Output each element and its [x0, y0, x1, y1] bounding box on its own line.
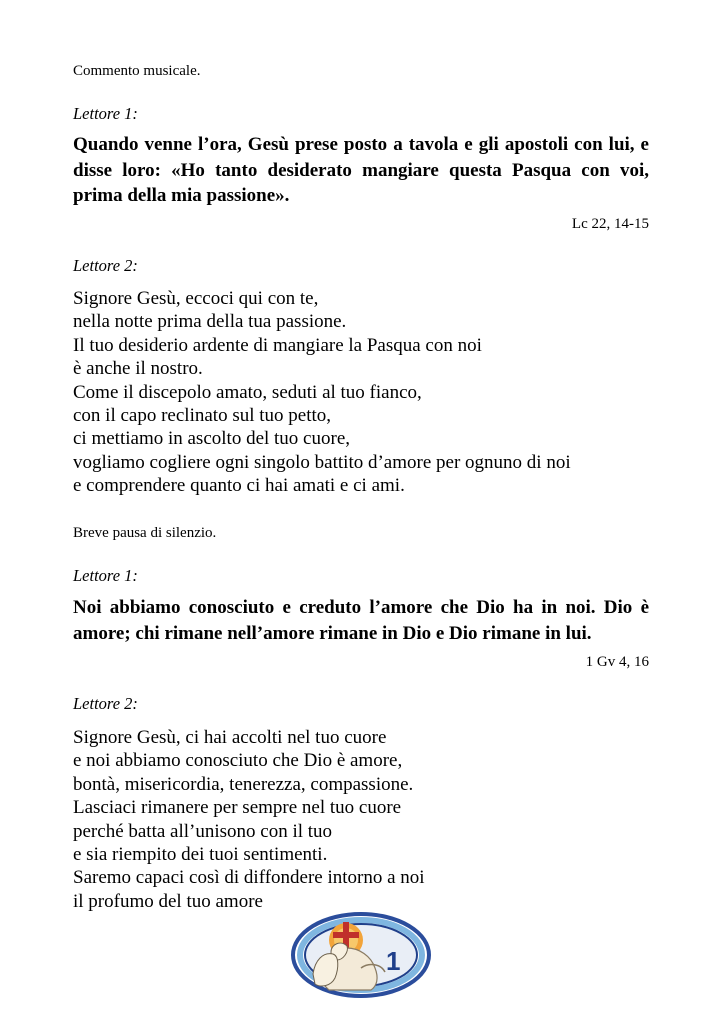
prayer-line: Come il discepolo amato, seduti al tuo fianco,	[73, 381, 422, 403]
rubric-silence-pause: Breve pausa di silenzio.	[73, 525, 217, 541]
rubric-musical-comment: Commento musicale.	[73, 63, 201, 79]
speaker-label-reader-1: Lettore 1:	[73, 566, 138, 585]
prayer-line: Signore Gesù, eccoci qui con te,	[73, 288, 319, 309]
prayer-line: è anche il nostro.	[73, 358, 203, 380]
prayer-line: Saremo capaci così di diffondere intorno a noi	[73, 867, 425, 889]
prayer-line: vogliamo cogliere ogni singolo battito d’amore per ognuno di noi	[73, 451, 571, 473]
speaker-label-reader-2: Lettore 2:	[73, 694, 138, 713]
document-page	[73, 0, 649, 1024]
scripture-reference-luke: Lc 22, 14-15	[571, 216, 649, 232]
scripture-passage-luke: Quando venne l’ora, Gesù prese posto a tavola e gli apostoli con lui, e disse loro: «Ho tanto desiderato mangiare questa Pasqua con voi, prima della mia passione».	[73, 134, 649, 206]
prayer-text-second	[73, 726, 649, 913]
prayer-line: il profumo del tuo amore	[73, 890, 263, 912]
speaker-label-reader-2: Lettore 2:	[73, 256, 138, 275]
prayer-text-first	[73, 287, 649, 498]
speaker-label-reader-1: Lettore 1:	[73, 104, 138, 123]
prayer-line: perché batta all’unisono con il tuo	[73, 820, 333, 842]
prayer-line: e comprendere quanto ci hai amati e ci ami.	[73, 475, 405, 497]
prayer-line: bontà, misericordia, tenerezza, compassione.	[73, 773, 414, 795]
prayer-line: e sia riempito dei tuoi sentimenti.	[73, 844, 328, 866]
jubilee-of-mercy-logo-icon	[291, 912, 431, 998]
scripture-reference-john: 1 Gv 4, 16	[585, 654, 649, 670]
logo-page-number: 1	[386, 946, 401, 976]
scripture-passage-john: Noi abbiamo conosciuto e creduto l’amore che Dio ha in noi. Dio è amore; chi rimane nell’amore rimane in Dio e Dio rimane in lui.	[73, 597, 649, 644]
prayer-line: con il capo reclinato sul tuo petto,	[73, 405, 332, 427]
prayer-line: e noi abbiamo conosciuto che Dio è amore,	[73, 750, 403, 772]
prayer-line: Il tuo desiderio ardente di mangiare la Pasqua con noi	[73, 334, 482, 356]
prayer-line: ci mettiamo in ascolto del tuo cuore,	[73, 428, 351, 450]
prayer-line: Signore Gesù, ci hai accolti nel tuo cuore	[73, 727, 387, 748]
prayer-line: Lasciaci rimanere per sempre nel tuo cuore	[73, 797, 402, 819]
prayer-line: nella notte prima della tua passione.	[73, 311, 347, 333]
